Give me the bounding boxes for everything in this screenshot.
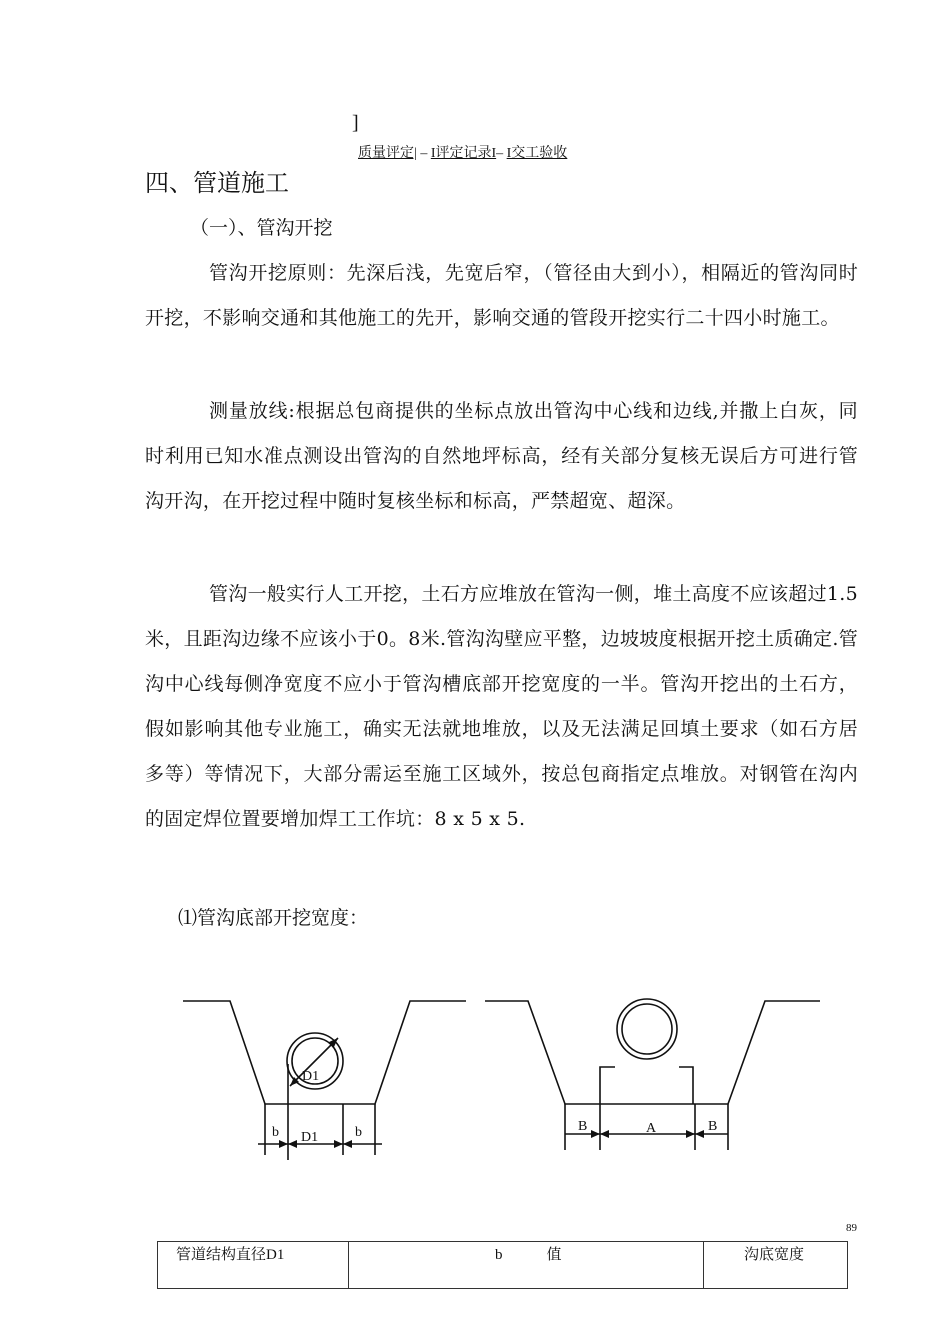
dim-label-d1: D1 [301,1130,319,1145]
dim-label-B-right: B [708,1119,718,1134]
flow-bracket: ] [352,112,359,134]
paragraph-excavation-principle: 管沟开挖原则：先深后浅，先宽后窄，（管径由大到小），相隔近的管沟同时开挖，不影响交通和其他施工的先开，影响交通的管段开挖实行二十四小时施工。 [145,262,858,329]
paragraph-survey-layout: 测量放线:根据总包商提供的坐标点放出管沟中心线和边线,并撒上白灰，同时利用已知水准点测设出管沟的自然地坪标高，经有关部分复核无误后方可进行管沟开沟，在开挖过程中随时复核坐标和标高，严禁超宽、超深。 [145,400,858,512]
flow-step-acceptance: I交工验收 [506,146,568,161]
page-number: 89 [846,1222,857,1234]
flow-sep-1: – [416,146,431,161]
flow-step-record: I评定记录I [430,146,497,161]
table-header-b-suffix: 值 [546,1247,562,1263]
item-trench-bottom-width: ⑴管沟底部开挖宽度： [178,907,369,929]
dim-label-A: A [646,1121,657,1136]
trench-width-table [157,1241,848,1289]
trench-diagram [0,980,950,1170]
dim-label-b-right: b [355,1125,362,1140]
table-header-pipe-diameter: 管道结构直径D1 [158,1242,349,1289]
paragraph-manual-excavation: 管沟一般实行人工开挖，土石方应堆放在管沟一侧，堆土高度不应该超过1.5米，且距沟边缘不应该小于0。8米.管沟沟壁应平整，边坡坡度根据开挖土质确定.管沟中心线每侧净宽度不应小于管沟槽底部开挖宽度的一半。管沟开挖出的土石方，假如影响其他专业施工，确实无法就地堆放，以及无法满足回填土要求（如石方居多等）等情况下，大部分需运至施工区域外，按总包商指定点堆放。对钢管在沟内的固定焊位置要增加焊工工作坑：8 x 5 x 5. [145,583,858,830]
table-row [158,1242,848,1289]
dim-label-b-left: b [272,1125,279,1140]
dim-label-B-left: B [578,1119,588,1134]
section-heading: 四、管道施工 [145,169,289,197]
flow-steps [358,142,567,162]
flow-sep-2: – [496,146,507,161]
flow-step-quality: 质量评定| [358,146,417,161]
table-header-bottom-width: 沟底宽度 [704,1242,848,1289]
dim-label-pipe-d1: D1 [302,1069,320,1084]
table-header-b-symbol: b [495,1247,503,1263]
table-header-b-value [349,1242,704,1289]
subsection-heading: （一）、管沟开挖 [190,217,333,239]
